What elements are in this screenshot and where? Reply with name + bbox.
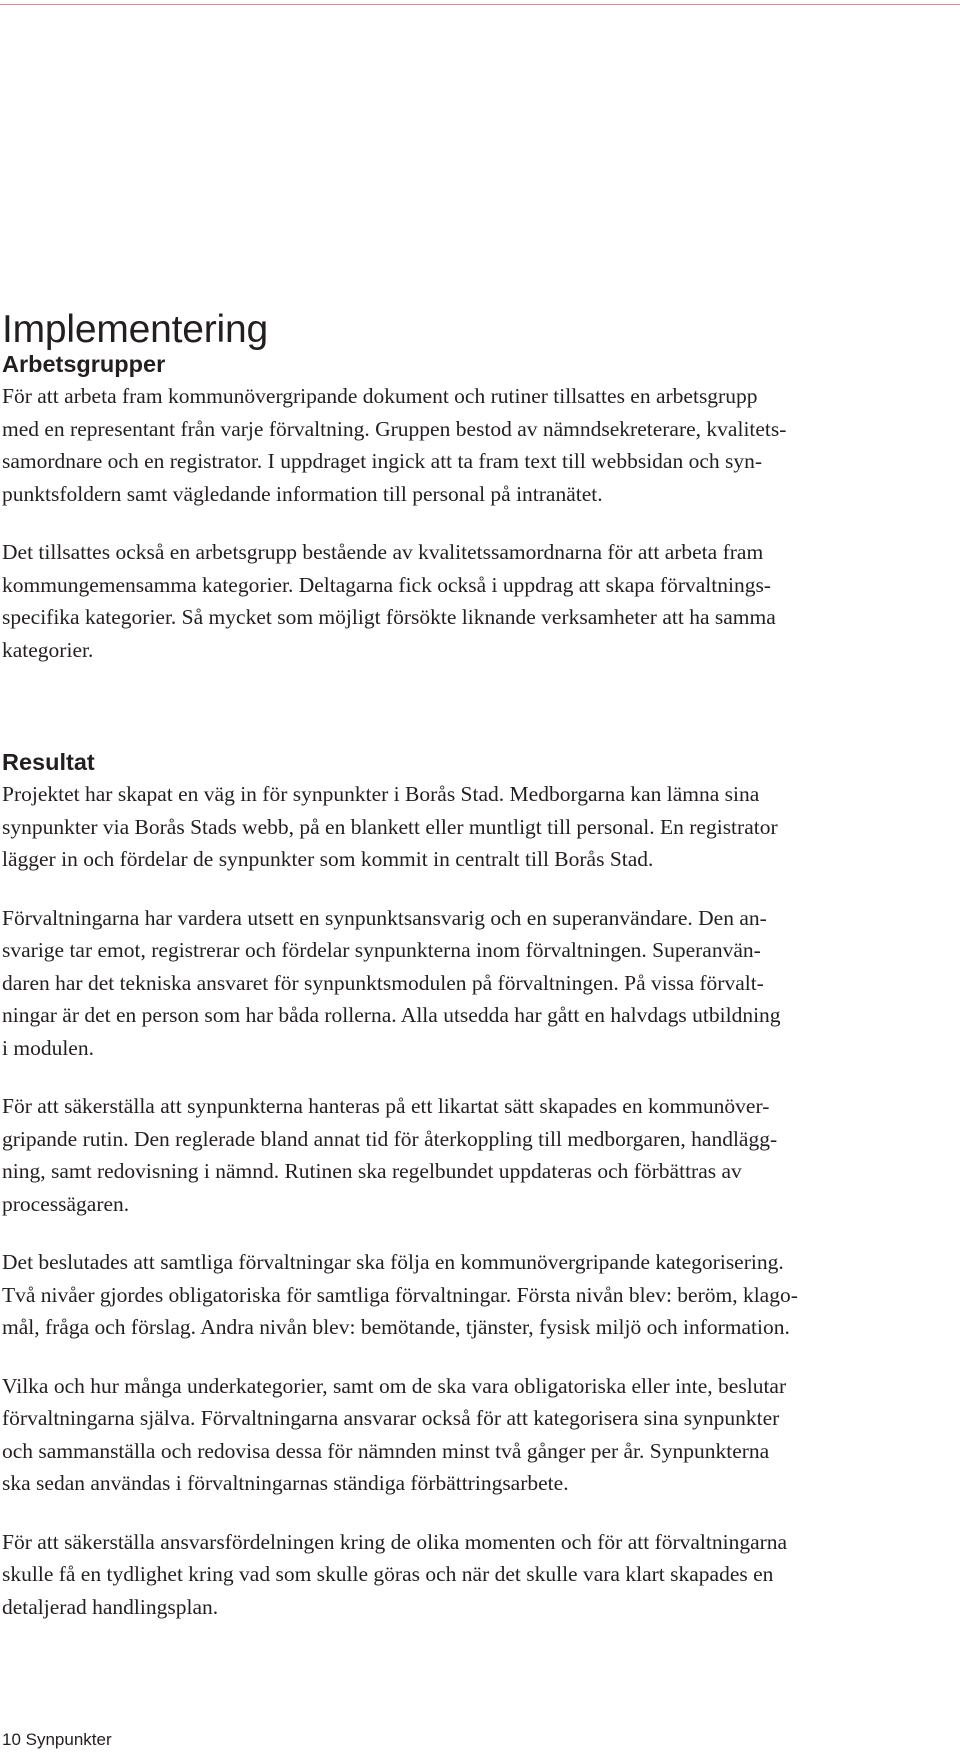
paragraph: [2, 778, 952, 876]
text-line: skulle få en tydlighet kring vad som skulle göras och när det skulle vara klart skapades en: [2, 1562, 774, 1586]
text-line: förvaltningarna själva. Förvaltningarna ansvarar också för att kategorisera sina synpunkter: [2, 1406, 780, 1430]
text-line: För att säkerställa ansvarsfördelningen kring de olika momenten och för att förvaltningarna: [2, 1529, 788, 1554]
text-line: i modulen.: [2, 1035, 94, 1060]
text-line: Förvaltningarna har vardera utsett en synpunktsansvarig och en superanvändare. Den an-: [2, 905, 767, 930]
text-line: Det tillsattes också en arbetsgrupp bestående av kvalitetssamordnarna för att arbeta fram: [2, 540, 764, 564]
paragraph: [2, 1246, 952, 1344]
section-title: Arbetsgrupper: [2, 351, 166, 377]
top-rule: [0, 4, 960, 5]
section-title: Resultat: [2, 749, 95, 775]
text-line: samordnare och en registrator. I uppdraget ingick att ta fram text till webbsidan och syn-: [2, 449, 763, 473]
page-heading: Implementering: [2, 308, 268, 351]
text-line: processägaren.: [2, 1191, 130, 1216]
paragraph: [2, 902, 952, 1065]
text-line: Två nivåer gjordes obligatoriska för samtliga förvaltningar. Första nivån blev: beröm, klago-: [2, 1282, 798, 1307]
text-line: kommungemensamma kategorier. Deltagarna fick också i uppdrag att skapa förvaltnings-: [2, 572, 771, 597]
text-line: mål, fråga och förslag. Andra nivån blev: bemötande, tjänster, fysisk miljö och information.: [2, 1315, 790, 1339]
paragraph: [2, 380, 952, 510]
text-line: specifika kategorier. Så mycket som möjligt försökte liknande verksamheter att ha samma: [2, 605, 776, 629]
text-line: daren har det tekniska ansvaret för synpunktsmodulen på förvaltningen. På vissa förvalt-: [2, 970, 764, 995]
section-arbetsgrupper: [2, 350, 952, 666]
text-line: Det beslutades att samtliga förvaltningar ska följa en kommunövergripande kategorisering.: [2, 1250, 784, 1274]
text-line: ning, samt redovisning i nämnd. Rutinen ska regelbundet uppdateras och förbättras av: [2, 1159, 742, 1183]
paragraph: [2, 1090, 952, 1220]
text-line: Vilka och hur många underkategorier, samt om de ska vara obligatoriska eller inte, beslutar: [2, 1373, 787, 1398]
text-line: och sammanställa och redovisa dessa för nämnden minst två gånger per år. Synpunkterna: [2, 1438, 770, 1463]
paragraph: [2, 1526, 952, 1624]
text-line: detaljerad handlingsplan.: [2, 1594, 219, 1619]
text-line: ningar är det en person som har båda rollerna. Alla utsedda har gått en halvdags utbildning: [2, 1003, 781, 1027]
text-line: med en representant från varje förvaltning. Gruppen bestod av nämndsekreterare, kvalitets-: [2, 416, 787, 441]
text-line: ska sedan användas i förvaltningarnas ständiga förbättringsarbete.: [2, 1471, 569, 1495]
text-line: gripande rutin. Den reglerade bland annat tid för återkoppling till medborgaren, handlägg-: [2, 1126, 778, 1151]
text-line: svarige tar emot, registrerar och fördelar synpunkterna inom förvaltningen. Superanvän-: [2, 938, 761, 962]
paragraph: [2, 1370, 952, 1500]
page-footer: 10 Synpunkter: [2, 1730, 112, 1749]
text-line: punktsfoldern samt vägledande information till personal på intranätet.: [2, 481, 603, 506]
section-resultat: [2, 748, 952, 1623]
text-line: kategorier.: [2, 637, 94, 662]
paragraph: [2, 536, 952, 666]
text-line: synpunkter via Borås Stads webb, på en blankett eller muntligt till personal. En registrator: [2, 814, 778, 839]
text-line: För att arbeta fram kommunövergripande dokument och rutiner tillsattes en arbetsgrupp: [2, 384, 758, 408]
text-line: Projektet har skapat en väg in för synpunkter i Borås Stad. Medborgarna kan lämna sina: [2, 782, 760, 806]
text-line: lägger in och fördelar de synpunkter som kommit in centralt till Borås Stad.: [2, 847, 654, 871]
text-line: För att säkerställa att synpunkterna hanteras på ett likartat sätt skapades en kommunöver-: [2, 1094, 770, 1118]
